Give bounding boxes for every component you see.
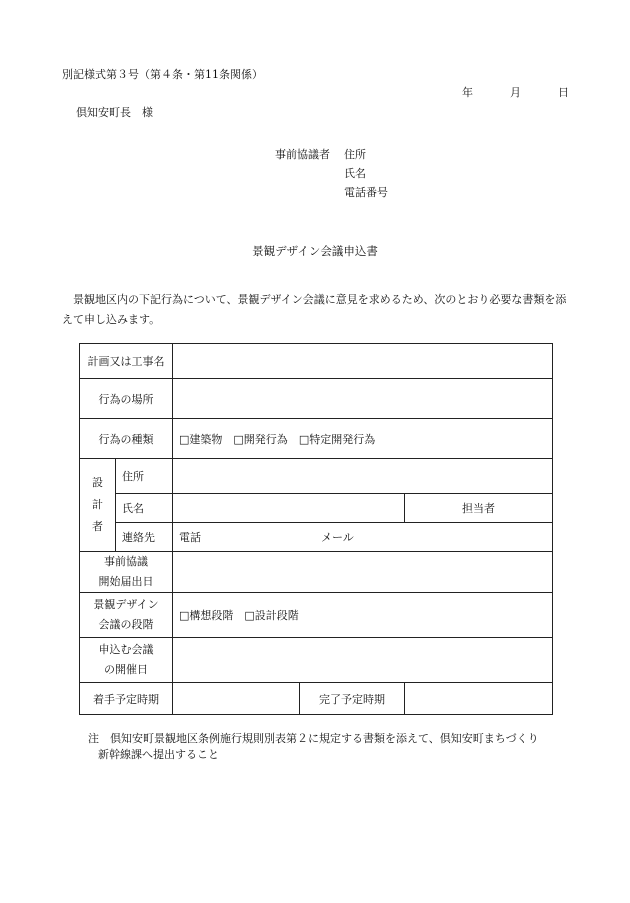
row-project-name [80,344,553,379]
designer-name-field[interactable] [173,494,405,523]
meeting-stage-label [80,593,173,638]
note-text-line-1: 倶知安町景観地区条例施行規則別表第２に規定する書類を添えて、倶知安町まちづくり [110,732,539,745]
form-number: 別記様式第３号（第４条・第11条関係） [62,68,263,81]
checkbox-design-stage[interactable]: □設計段階 [244,609,299,622]
note-text-line-2: 新幹線課へ提出すること [98,748,219,761]
row-designer-name [80,494,553,523]
row-designer-address [80,459,553,494]
row-meeting-stage [80,593,553,638]
end-date-field[interactable] [405,683,553,715]
date-year-label: 年 [462,86,473,99]
meeting-date-field[interactable] [173,638,553,683]
row-meeting-date [80,638,553,683]
row-schedule [80,683,553,715]
action-type-options [173,419,553,459]
mail-label: メール [321,531,354,544]
person-in-charge-label: 担当者 [405,494,553,523]
designer-contact-label: 連絡先 [116,523,173,552]
action-type-label: 行為の種類 [80,419,173,459]
row-location [80,379,553,419]
meeting-date-label [80,638,173,683]
designer-name-label: 氏名 [116,494,173,523]
designer-address-field[interactable] [173,459,553,494]
note-prefix: 注 [88,732,99,745]
applicant-fields [344,148,388,205]
document-title: 景観デザイン会議申込書 [252,244,378,258]
note-line-1 [88,731,539,747]
designer-label [80,459,116,552]
designer-char-1: 設 [92,476,103,489]
pre-consultation-label [80,552,173,593]
meeting-stage-label-line1: 景観デザイン [93,598,159,611]
intro-paragraph: 景観地区内の下記行為について、景観デザイン会議に意見を求めるため、次のとおり必要な書類を添えて申し込みます。 [62,293,567,326]
location-field[interactable] [173,379,553,419]
application-form-table [79,343,553,715]
project-name-label: 計画又は工事名 [80,344,173,379]
designer-address-label: 住所 [116,459,173,494]
start-date-field[interactable] [173,683,300,715]
meeting-date-label-line2: の開催日 [104,663,148,676]
applicant-name-label: 氏名 [344,167,366,180]
designer-contact-field[interactable] [173,523,553,552]
designer-char-3: 者 [92,520,103,533]
project-name-field[interactable] [173,344,553,379]
phone-label: 電話 [179,531,201,544]
checkbox-specific-development[interactable]: □特定開発行為 [298,432,376,446]
date-line [462,86,569,100]
addressee: 倶知安町長 様 [76,106,153,119]
date-month-label: 月 [510,86,521,99]
end-date-label: 完了予定時期 [300,683,405,715]
meeting-stage-options [173,593,553,638]
pre-consultation-label-line2: 開始届出日 [98,575,154,588]
row-pre-consultation [80,552,553,593]
checkbox-building[interactable]: □建築物 [179,432,223,446]
applicant-address-label: 住所 [344,148,366,161]
date-day-label: 日 [558,86,569,99]
note [88,731,539,763]
meeting-date-label-line1: 申込む会議 [98,643,154,656]
applicant-role-label: 事前協議者 [275,148,330,161]
location-label: 行為の場所 [80,379,173,419]
meeting-stage-label-line2: 会議の段階 [98,618,154,631]
pre-consultation-label-line1: 事前協議 [104,555,148,568]
row-action-type [80,419,553,459]
row-designer-contact [80,523,553,552]
checkbox-concept-stage[interactable]: □構想段階 [179,609,234,622]
pre-consultation-date-field[interactable] [173,552,553,593]
start-date-label: 着手予定時期 [80,683,173,715]
designer-char-2: 計 [92,498,103,511]
checkbox-development[interactable]: □開発行為 [233,432,288,446]
applicant-phone-label: 電話番号 [344,186,388,199]
